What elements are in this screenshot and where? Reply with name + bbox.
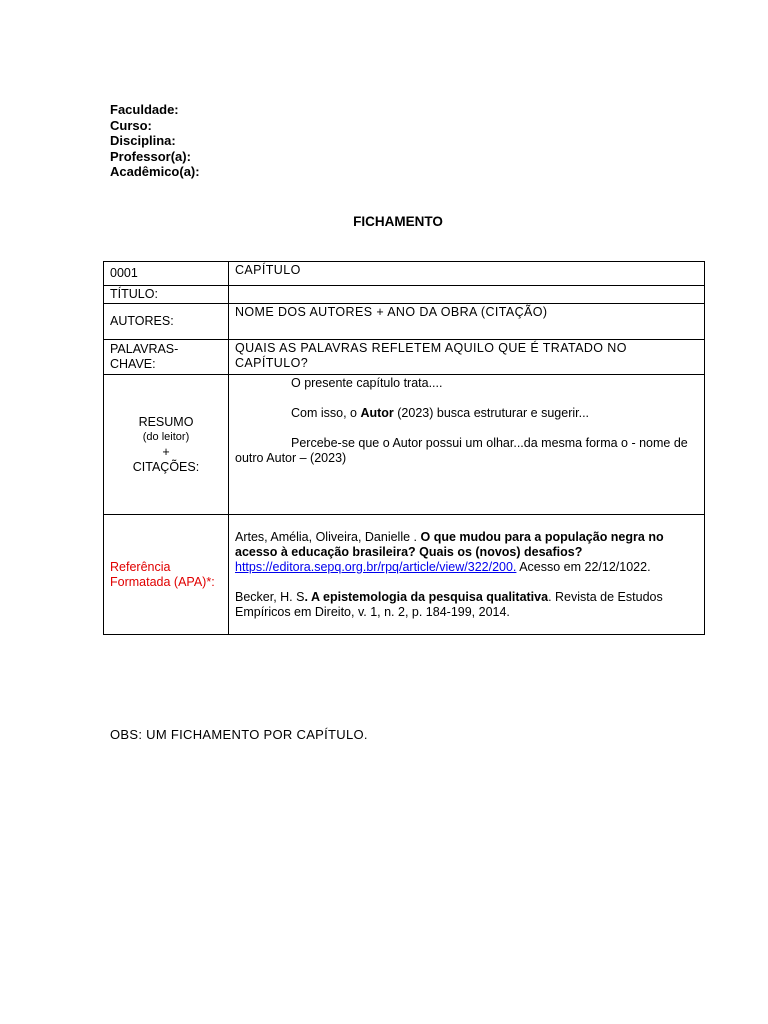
reference-2 xyxy=(235,590,698,620)
reference-2-authors: Becker, H. S xyxy=(235,589,305,604)
summary-value-cell xyxy=(229,375,705,515)
keywords-value-cell: QUAIS AS PALAVRAS REFLETEM AQUILO QUE É TRATADO NO CAPÍTULO? xyxy=(229,340,705,375)
document-title: FICHAMENTO xyxy=(353,214,443,229)
summary-label-line2: (do leitor) xyxy=(142,430,190,443)
table-row xyxy=(104,262,705,286)
summary-paragraph-2 xyxy=(235,406,698,421)
table-row xyxy=(104,304,705,340)
keywords-label-cell xyxy=(104,340,229,375)
number-cell: 0001 xyxy=(104,262,229,286)
reference-2-title: . A epistemologia da pesquisa qualitativa xyxy=(304,589,549,604)
table-row xyxy=(104,375,705,515)
observation-note: OBS: UM FICHAMENTO POR CAPÍTULO. xyxy=(110,727,368,742)
keywords-label-line2: CHAVE: xyxy=(110,357,156,371)
chapter-cell: CAPÍTULO xyxy=(229,262,705,286)
header-fields xyxy=(110,102,200,180)
title-value-cell xyxy=(229,286,705,304)
table-row xyxy=(104,515,705,635)
curso-label: Curso: xyxy=(110,117,152,133)
academico-label: Acadêmico(a): xyxy=(110,164,200,179)
reference-2-source: . Revista de Estudos Empíricos em Direito, v. 1, n. 2, p. 184-199, 2014. xyxy=(235,589,663,619)
professor-label: Professor(a): xyxy=(110,148,191,164)
summary-paragraph-1: O presente capítulo trata.... xyxy=(291,376,443,390)
authors-label-cell: AUTORES: xyxy=(104,304,229,340)
reference-1-authors: Artes, Amélia, Oliveira, Danielle . xyxy=(235,529,421,544)
reference-1-link[interactable]: https://editora.sepq.org.br/rpq/article/view/322/200. xyxy=(235,559,517,574)
title-label-cell: TÍTULO: xyxy=(104,286,229,304)
summary-label-line4: CITAÇÕES: xyxy=(132,459,200,474)
authors-value-cell: NOME DOS AUTORES + ANO DA OBRA (CITAÇÃO) xyxy=(229,304,705,340)
summary-label-cell xyxy=(104,375,229,515)
keywords-label-line1: PALAVRAS- xyxy=(110,342,179,356)
reference-1-title: O que mudou para a população negra no acesso à educação brasileira? Quais os (novos) desafios? xyxy=(235,529,664,559)
reference-1 xyxy=(235,530,698,575)
summary-label-line1: RESUMO xyxy=(138,414,194,429)
summary-p2-pre: Com isso, o xyxy=(291,406,361,420)
reference-1-access: Acesso em 22/12/1022. xyxy=(516,559,651,574)
faculdade-label: Faculdade: xyxy=(110,102,179,117)
table-row xyxy=(104,286,705,304)
reference-label-cell: Referência Formatada (APA)*: xyxy=(104,515,229,635)
disciplina-label: Disciplina: xyxy=(110,133,176,148)
summary-paragraph-3: Percebe-se que o Autor possui um olhar...da mesma forma o - nome de outro Autor – (2023) xyxy=(235,436,688,465)
reference-value-cell xyxy=(229,515,705,635)
summary-label-line3: + xyxy=(162,444,170,459)
table-row xyxy=(104,340,705,375)
summary-p2-post: (2023) busca estruturar e sugerir... xyxy=(393,406,590,420)
fichamento-table xyxy=(103,261,705,635)
summary-p2-bold: Autor xyxy=(360,406,394,420)
